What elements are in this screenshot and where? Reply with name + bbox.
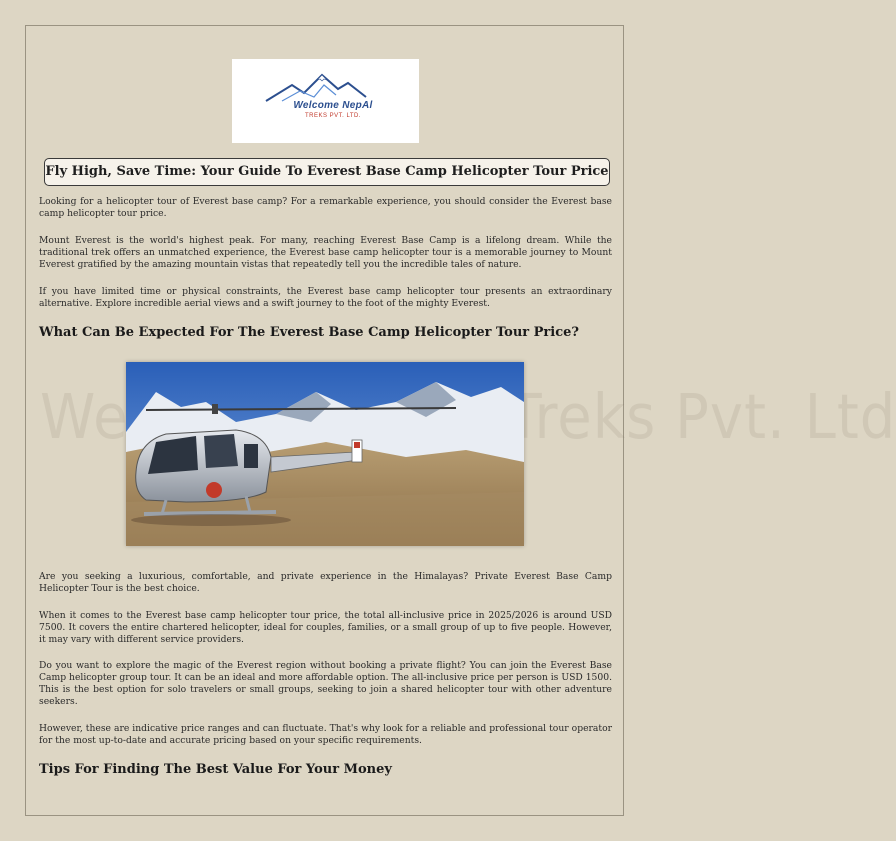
section-heading-tips: Tips For Finding The Best Value For Your Money: [39, 762, 392, 777]
page-title: Fly High, Save Time: Your Guide To Everest Base Camp Helicopter Tour Price: [44, 158, 610, 186]
section1-paragraph-4: However, these are indicative price ranges and can fluctuate. That's why look for a reliable and professional tour operator for the most up-to-date and accurate pricing based on your specific requirements.: [39, 723, 612, 746]
intro-paragraph-3: If you have limited time or physical constraints, the Everest base camp helicopter tour presents an extraordinary alternative. Explore incredible aerial views and a swift journey to the foot of the mighty Everest.: [39, 286, 612, 309]
watermark-text: Treks Pvt. Ltd: [507, 381, 896, 454]
section1-paragraph-3: Do you want to explore the magic of the Everest region without booking a private flight? You can join the Everest Base Camp helicopter group tour. It can be an ideal and more affordable option. The all-inclusive price per person is USD 1500. This is the best option for solo travelers or small groups, seeking to join a shared helicopter tour with other adventure seekers.: [39, 660, 612, 707]
section1-paragraph-1: Are you seeking a luxurious, comfortable, and private experience in the Himalayas? Private Everest Base Camp Helicopter Tour is the best choice.: [39, 571, 612, 594]
logo-sub-text: TREKS PVT. LTD.: [304, 113, 362, 119]
helicopter-photo: [126, 362, 524, 546]
section-heading-price-expectations: What Can Be Expected For The Everest Base Camp Helicopter Tour Price?: [39, 325, 580, 340]
logo-brand-text: Welcome NepAl: [293, 100, 373, 111]
mountain-logo-icon: [262, 71, 392, 103]
section1-paragraph-2: When it comes to the Everest base camp helicopter tour price, the total all-inclusive price in 2025/2026 is around USD 7500. It covers the entire chartered helicopter, ideal for couples, families, or a small group of up to five people. However, it may vary with different service providers.: [39, 610, 612, 645]
intro-paragraph-2: Mount Everest is the world's highest peak. For many, reaching Everest Base Camp is a lifelong dream. While the traditional trek offers an unmatched experience, the Everest base camp helicopter tour is a memorable journey to Mount Everest gratified by the amazing mountain vistas that repeatedly tell you the incredible tales of nature.: [39, 235, 612, 270]
company-logo[interactable]: [232, 59, 419, 143]
helicopter-mountain-image: [126, 362, 524, 546]
intro-paragraph-1: Looking for a helicopter tour of Everest base camp? For a remarkable experience, you should consider the Everest base camp helicopter tour price.: [39, 196, 612, 219]
